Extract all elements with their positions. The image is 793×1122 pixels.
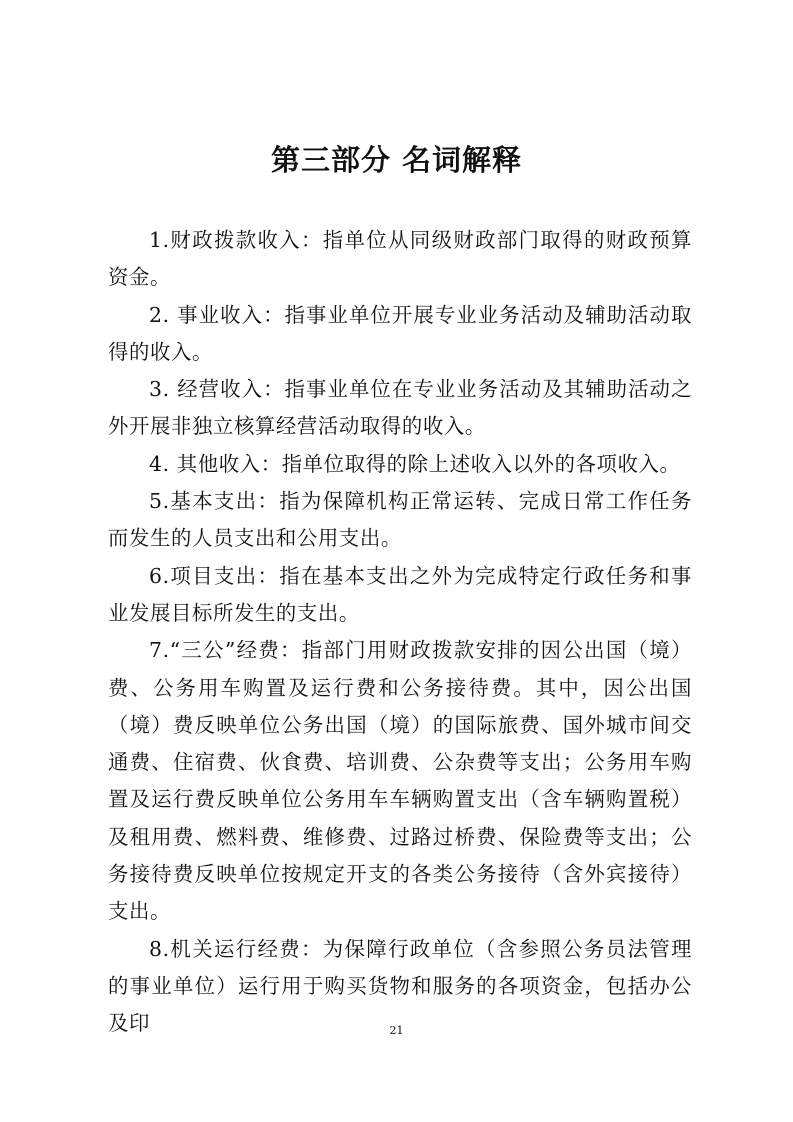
paragraph-financial-appropriation-income: 1.财政拨款收入：指单位从同级财政部门取得的财政预算资金。 bbox=[108, 228, 692, 290]
paragraph-project-expenditure: 6.项目支出：指在基本支出之外为完成特定行政任务和事业发展目标所发生的支出。 bbox=[108, 563, 692, 625]
paragraph-business-income: 2. 事业收入：指事业单位开展专业业务活动及辅助活动取得的收入。 bbox=[108, 302, 692, 364]
paragraph-basic-expenditure: 5.基本支出：指为保障机构正常运转、完成日常工作任务而发生的人员支出和公用支出。 bbox=[108, 489, 692, 551]
page-number: 21 bbox=[389, 1024, 404, 1037]
paragraph-other-income: 4. 其他收入：指单位取得的除上述收入以外的各项收入。 bbox=[149, 451, 681, 476]
paragraph-operating-income: 3. 经营收入：指事业单位在专业业务活动及其辅助活动之外开展非独立核算经营活动取得的收入。 bbox=[108, 377, 692, 439]
page-title: 第三部分 名词解释 bbox=[270, 143, 523, 177]
paragraph-agency-operating-expenses: 8.机关运行经费：为保障行政单位（含参照公务员法管理的事业单位）运行用于购买货物和服务的各项资金，包括办公及印 bbox=[108, 936, 692, 1036]
paragraph-three-public-expenses: 7.“三公”经费：指部门用财政拨款安排的因公出国（境）费、公务用车购置及运行费和公务接待费。其中，因公出国（境）费反映单位公务出国（境）的国际旅费、国外城市间交通费、住宿费、伙食费、培训费、公杂费等支出；公务用车购置及运行费反映单位公务用车车辆购置支出（含车辆购置税）及租用费、燃料费、维修费、过路过桥费、保险费等支出；公务接待费反映单位按规定开支的各类公务接待（含外宾接待）支出。 bbox=[108, 638, 692, 924]
document-body bbox=[108, 222, 692, 1043]
